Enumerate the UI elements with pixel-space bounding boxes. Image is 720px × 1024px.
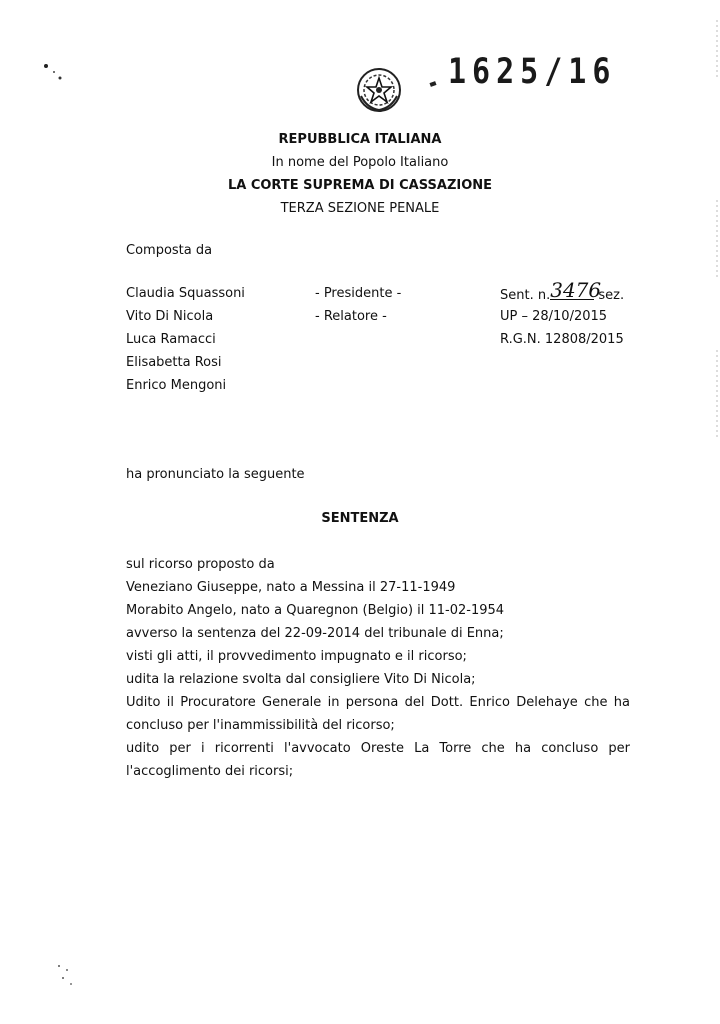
body-line: Veneziano Giuseppe, nato a Messina il 27-11-1949 (126, 580, 456, 595)
court-name: LA CORTE SUPREMA DI CASSAZIONE (227, 178, 493, 193)
judge-name: Enrico Mengoni (126, 378, 227, 393)
judge-name: Vito Di Nicola (126, 309, 214, 324)
judge-roles (315, 285, 401, 331)
sentence-number-line (500, 278, 625, 308)
section-name: TERZA SEZIONE PENALE (280, 201, 440, 216)
sentenza-title: SENTENZA (321, 511, 399, 526)
body-line: visti gli atti, il provvedimento impugnato e il ricorso; (126, 649, 467, 664)
hearing-date: UP – 28/10/2015 (500, 309, 608, 324)
composition-label: Composta da (126, 243, 213, 258)
body-line: sul ricorso proposto da (126, 557, 275, 572)
scan-edge-marks (714, 20, 720, 440)
republic-heading: REPUBBLICA ITALIANA (278, 132, 442, 147)
handwritten-sentence-number: 3476 (550, 278, 602, 302)
role-presidente: - Presidente - (315, 286, 402, 301)
sent-prefix: Sent. n. (500, 288, 551, 303)
case-info (500, 278, 625, 354)
body-line: avverso la sentenza del 22-09-2014 del tribunale di Enna; (126, 626, 504, 641)
judge-name: Luca Ramacci (126, 332, 216, 347)
judge-name: Claudia Squassoni (126, 286, 245, 301)
body-line: Udito il Procuratore Generale in persona del Dott. Enrico Delehaye che ha (126, 695, 630, 710)
court-header (0, 128, 720, 220)
scan-specks-top (40, 60, 70, 90)
sentence-body (126, 556, 630, 786)
role-relatore: - Relatore - (315, 309, 387, 324)
italian-republic-emblem-icon (355, 66, 403, 114)
sent-suffix: sez. (598, 288, 625, 303)
scan-specks-bottom (55, 962, 85, 992)
body-line: l'accoglimento dei ricorsi; (126, 764, 294, 779)
body-line: Morabito Angelo, nato a Quaregnon (Belgio) il 11-02-1954 (126, 603, 505, 618)
judges-list (126, 285, 245, 400)
body-line: concluso per l'inammissibilità del ricorso; (126, 718, 395, 733)
body-line: udita la relazione svolta dal consigliere Vito Di Nicola; (126, 672, 476, 687)
stamp-mark (429, 81, 436, 87)
pronounced-line: ha pronunciato la seguente (126, 467, 305, 482)
rgn-number: R.G.N. 12808/2015 (500, 332, 624, 347)
in-name-line: In nome del Popolo Italiano (271, 155, 449, 170)
body-line: udito per i ricorrenti l'avvocato Oreste La Torre che ha concluso per (126, 741, 630, 756)
stamped-number: 1625/16 (448, 52, 617, 93)
judge-name: Elisabetta Rosi (126, 355, 222, 370)
